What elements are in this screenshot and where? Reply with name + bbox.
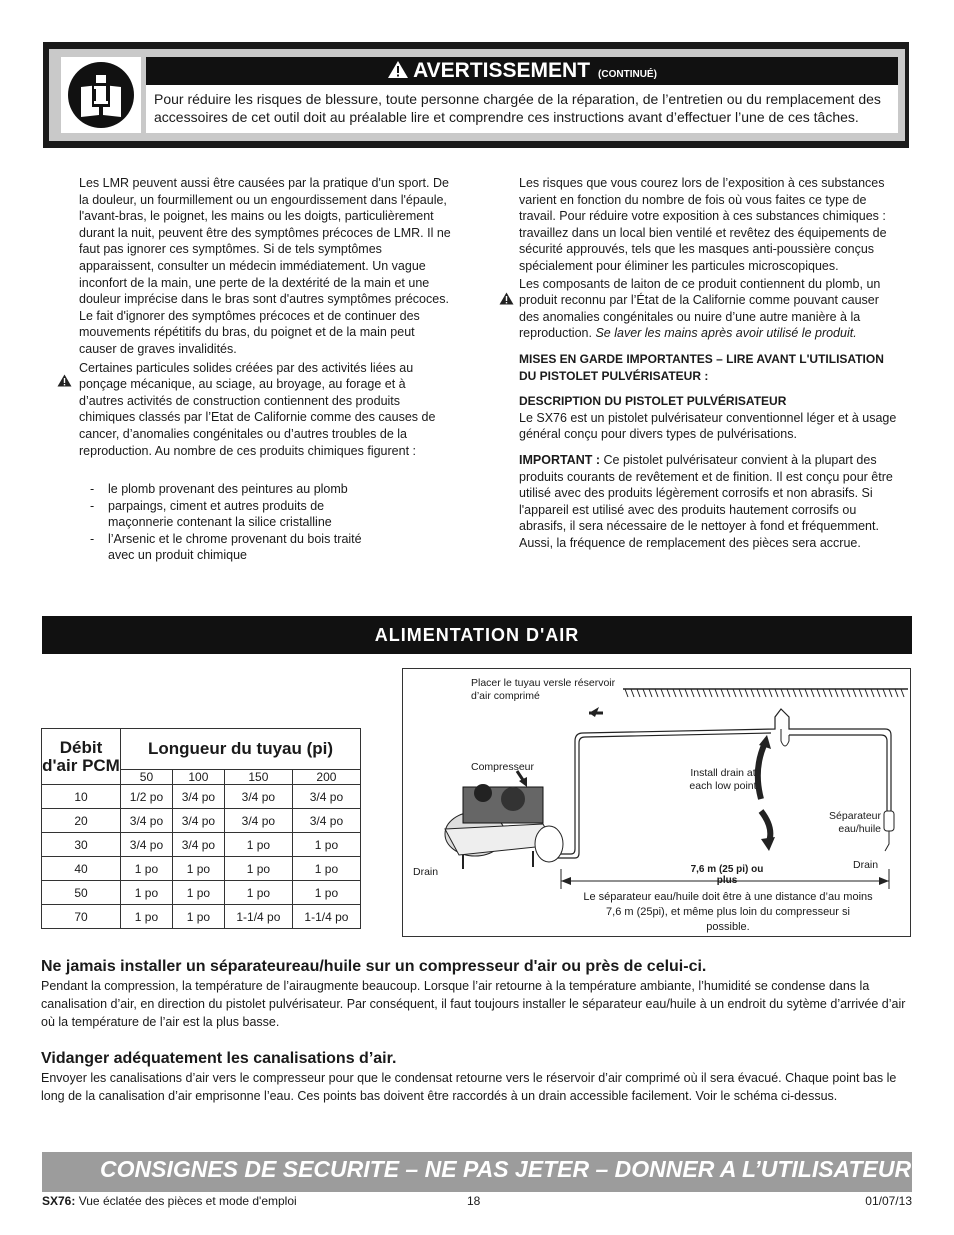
left-column bbox=[79, 175, 451, 459]
safety-banner: CONSIGNES DE SECURITE – NE PAS JETER – DONNER A L’UTILISATEUR bbox=[42, 1152, 912, 1192]
list-item: - le plomb provenant des peintures au plomb bbox=[90, 482, 348, 496]
exposure-paragraph: Les risques que vous courez lors de l’exposition à ces substances varient en fonction du nombre de fois où vous faites ce type de travail. Pour réduire votre exposition à ces substances chimiques : travaillez dans un local bien ventilé et revêtez des équipements de sécurité approuvés, tels que les masques anti-poussière conçus spécialement pour éliminer les particules microscopiques. bbox=[519, 176, 887, 273]
table-row: 30 3/4 po 3/4 po 1 po 1 po bbox=[42, 833, 361, 857]
warning-continued: (CONTINUÉ) bbox=[598, 69, 657, 80]
chemical-list bbox=[90, 481, 390, 564]
table-row: 50 1 po 1 po 1 po 1 po bbox=[42, 881, 361, 905]
separator-section bbox=[41, 958, 916, 1031]
list-item: - parpaings, ciment et autres produits de maçonnerie contenant la silice cristalline bbox=[90, 498, 332, 530]
drain-left-label: Drain bbox=[413, 866, 439, 878]
separator-distance-note: Le séparateur eau/huile doit être à une distance d’au moins 7,6 m (25pi), et même plus loin du compresseur si possible. bbox=[583, 891, 873, 933]
mises-en-garde-title: MISES EN GARDE IMPORTANTES – LIRE AVANT L'UTILISATION DU PISTOLET PULVÉRISATEUR : bbox=[519, 351, 884, 383]
table-row: 70 1 po 1 po 1-1/4 po 1-1/4 po bbox=[42, 905, 361, 929]
separator-section-title: Ne jamais installer un séparateureau/huile sur un compresseur d'air ou près de celui-ci. bbox=[41, 958, 707, 975]
drain-section-text: Envoyer les canalisations d’air vers le compresseur pour que le condensat retourne vers le réservoir d’air comprimé où il sera évacué. Chaque point bas le long de la canalisation d’air emprisonne l’eau. Ces points bas doivent être raccordés à un drain accessible facilement. Voir le schéma ci-dessus. bbox=[41, 1071, 897, 1103]
place-hose-label: Placer le tuyau versle réservoir d’air comprimé bbox=[471, 677, 616, 702]
right-column bbox=[519, 175, 897, 551]
warning-header bbox=[146, 57, 898, 85]
drain-section-title: Vidanger adéquatement les canalisations d’air. bbox=[41, 1050, 397, 1067]
list-item: - l’Arsenic et le chrome provenant du bois traité avec un produit chimique bbox=[90, 531, 362, 563]
footer-doc-title: SX76: Vue éclatée des pièces et mode d'emploi bbox=[42, 1194, 297, 1208]
warning-triangle-icon bbox=[57, 374, 72, 387]
warning-text: Pour réduire les risques de blessure, toute personne chargée de la réparation, de l’entretien ou du remplacement des accessoires de cet outil doit au préalable lire et comprendre ces instructions avant d’effectuer l’une de ces tâches. bbox=[154, 91, 881, 125]
separator-label: Séparateur eau/huile bbox=[829, 810, 881, 835]
drain-right-label: Drain bbox=[853, 859, 879, 871]
length-header: 50 bbox=[121, 770, 173, 785]
page-number: 18 bbox=[467, 1194, 481, 1208]
table-row: 40 1 po 1 po 1 po 1 po bbox=[42, 857, 361, 881]
length-header: 100 bbox=[172, 770, 224, 785]
cfm-header: Débit d'air PCM bbox=[42, 729, 121, 785]
compressor-label: Compresseur bbox=[471, 761, 535, 773]
hose-length-header: Longueur du tuyau (pi) bbox=[121, 729, 361, 770]
length-header: 150 bbox=[224, 770, 292, 785]
install-drain-label: Install drain at each low point bbox=[689, 767, 757, 792]
table-row: 20 3/4 po 3/4 po 3/4 po 3/4 po bbox=[42, 809, 361, 833]
warning-triangle-icon bbox=[387, 60, 409, 79]
length-header: 200 bbox=[292, 770, 360, 785]
lmr-paragraph: Les LMR peuvent aussi être causées par la pratique d'un sport. De la douleur, un fourmillement ou un engourdissement dans l'épaule, l'avant-bras, le poignet, les mains ou les doigts, particulièrement durant la nuit, peuvent être des symptômes précoces de LMR. Il ne faut pas ignorer ces symptômes. Si de tels symptômes apparaissent, consulter un médecin immédiatement. Un vague inconfort de la main, une perte de la dextérité de la main et une douleur imprécise dans le bras sont d'autres symptômes précoces. Le fait d'ignorer des symptômes précoces et de continuer des mouvements répétitifs du bras, du poignet et de la main peut causer de graves invalidités. bbox=[79, 176, 451, 356]
hose-size-table bbox=[41, 728, 361, 929]
read-manual-icon bbox=[61, 57, 141, 133]
description-text: Le SX76 est un pistolet pulvérisateur conventionnel léger et à usage général conçu pour divers types de pulvérisations. bbox=[519, 410, 897, 442]
warning-triangle-icon bbox=[499, 292, 514, 305]
separator-section-text: Pendant la compression, la température de l’airaugmente beaucoup. Lorsque l’air retourne à la température ambiante, l’humidité se condense dans la canalisation d’air, en direction du pistolet pulvérisateur. Par conséquent, il faut toujours installer le séparateur eau/huile à un endroit du sytème d’arrivée d’air où la température de l’air est la plus basse. bbox=[41, 979, 906, 1029]
warning-title: AVERTISSEMENT bbox=[413, 59, 591, 82]
drain-section bbox=[41, 1050, 911, 1105]
footer-date: 01/07/13 bbox=[865, 1194, 912, 1208]
air-line-diagram bbox=[402, 668, 911, 937]
brass-paragraph: Les composants de laiton de ce produit contiennent du plomb, un produit reconnu par l’État de la Californie comme pouvant causer des anomalies congénitales ou nuire d’une autre manière à la reproduction. Se laver les mains après avoir utilisé le produit. bbox=[519, 276, 881, 341]
warning-body bbox=[146, 85, 898, 133]
alimentation-header: ALIMENTATION D'AIR bbox=[42, 616, 912, 654]
table-row: 10 1/2 po 3/4 po 3/4 po 3/4 po bbox=[42, 785, 361, 809]
important-paragraph: IMPORTANT : Ce pistolet pulvérisateur convient à la plupart des produits courants de revêtement et de finition. Il est conçu pour être utilisé avec des produits légèrement corrosifs et non abrasifs. Si l'appareil est utilisé avec des produits hautement corrosifs ou abrasifs, il sera nécessaire de le nettoyer à fond et fréquemment. Aussi, la fréquence de remplacement des pièces sera accrue. bbox=[519, 452, 893, 550]
distance-label: 7,6 m (25 pi) ou plus bbox=[690, 864, 764, 886]
description-title: DESCRIPTION DU PISTOLET PULVÉRISATEUR bbox=[519, 394, 787, 409]
particles-paragraph: Certaines particules solides créées par des activités liées au ponçage mécanique, au sciage, au broyage, au forage et à d’autres activités de construction contiennent des produits chimiques classés par l’Etat de Californie comme des causes de cancer, d’anomalies congénitales ou d’autres troubles de la reproduction. Au nombre de ces produits chimiques figurent : bbox=[79, 360, 436, 458]
